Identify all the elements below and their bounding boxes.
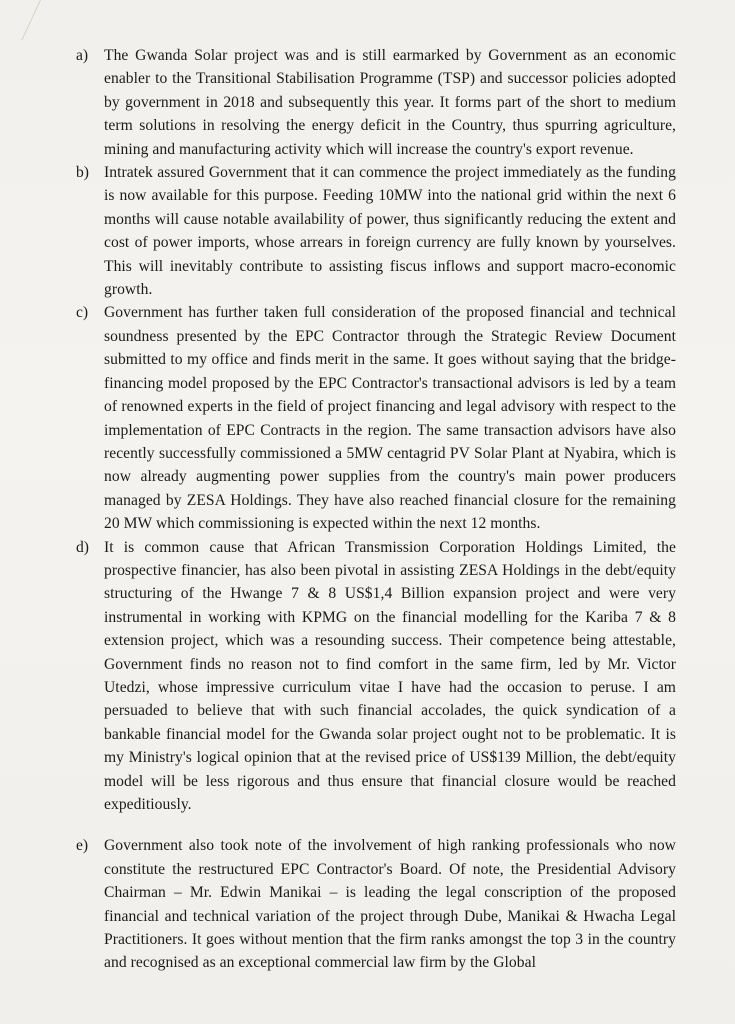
numbered-list [76,44,676,975]
list-item-d [76,536,676,817]
list-item-b [76,161,676,301]
item-marker: c) [76,304,89,322]
list-item-e [76,834,676,974]
item-marker: d) [76,538,89,556]
item-marker: e) [76,837,89,855]
item-paragraph: Intratek assured Government that it can commence the project immediately as the funding is now available for this purpose. Feeding 10MW into the national grid within the next 6 months will cause notable availability of power, thus significantly reducing the extent and cost of power imports, whose arrears in foreign currency are fully known by yourselves. This will inevitably contribute to assisting fiscus inflows and support macro-economic growth. [104,164,676,299]
item-paragraph: Government has further taken full consideration of the proposed financial and technical soundness presented by the EPC Contractor through the Strategic Review Document submitted to my office and finds merit in the same. It goes without saying that the bridge-financing model proposed by the EPC Contractor's transactional advisors is led by a team of renowned experts in the field of project financing and legal advisory with respect to the implementation of EPC Contracts in the region. The same transaction advisors have also recently successfully commissioned a 5MW centagrid PV Solar Plant at Nyabira, which is now already augmenting power supplies from the country's main power producers managed by ZESA Holdings. They have also reached financial closure for the remaining 20 MW which commissioning is expected within the next 12 months. [104,304,676,533]
item-paragraph: The Gwanda Solar project was and is still earmarked by Government as an economic enabler to the Transitional Stabilisation Programme (TSP) and successor policies adopted by government in 2018 and subsequently this year. It forms part of the short to medium term solutions in resolving the energy deficit in the Country, thus spurring agriculture, mining and manufacturing activity which will increase the country's export revenue. [104,47,676,158]
list-item-a [76,44,676,161]
item-paragraph: It is common cause that African Transmission Corporation Holdings Limited, the prospective financier, has also been pivotal in assisting ZESA Holdings in the debt/equity structuring of the Hwange 7 & 8 US$1,4 Billion expansion project and were very instrumental in working with KPMG on the financial modelling for the Kariba 7 & 8 extension project, which was a resounding success. Their competence being attestable, Government finds no reason not to find comfort in the same firm, led by Mr. Victor Utedzi, whose impressive curriculum vitae I have had the occasion to peruse. I am persuaded to believe that with such financial accolades, the quick syndication of a bankable financial model for the Gwanda solar project ought not to be problematic. It is my Ministry's logical opinion that at the revised price of US$139 Million, the debt/equity model will be less rigorous and thus ensure that financial closure would be reached expeditiously. [104,538,676,813]
item-paragraph: Government also took note of the involvement of high ranking professionals who now constitute the restructured EPC Contractor's Board. Of note, the Presidential Advisory Chairman – Mr. Edwin Manikai – is leading the legal conscription of the proposed financial and technical variation of the project through Dube, Manikai & Hwacha Legal Practitioners. It goes without mention that the firm ranks amongst the top 3 in the country and recognised as an exceptional commercial law firm by the Global [104,837,676,972]
list-item-c [76,301,676,535]
paper-fold-mark [21,0,81,40]
item-marker: b) [76,164,89,182]
item-marker: a) [76,47,89,64]
